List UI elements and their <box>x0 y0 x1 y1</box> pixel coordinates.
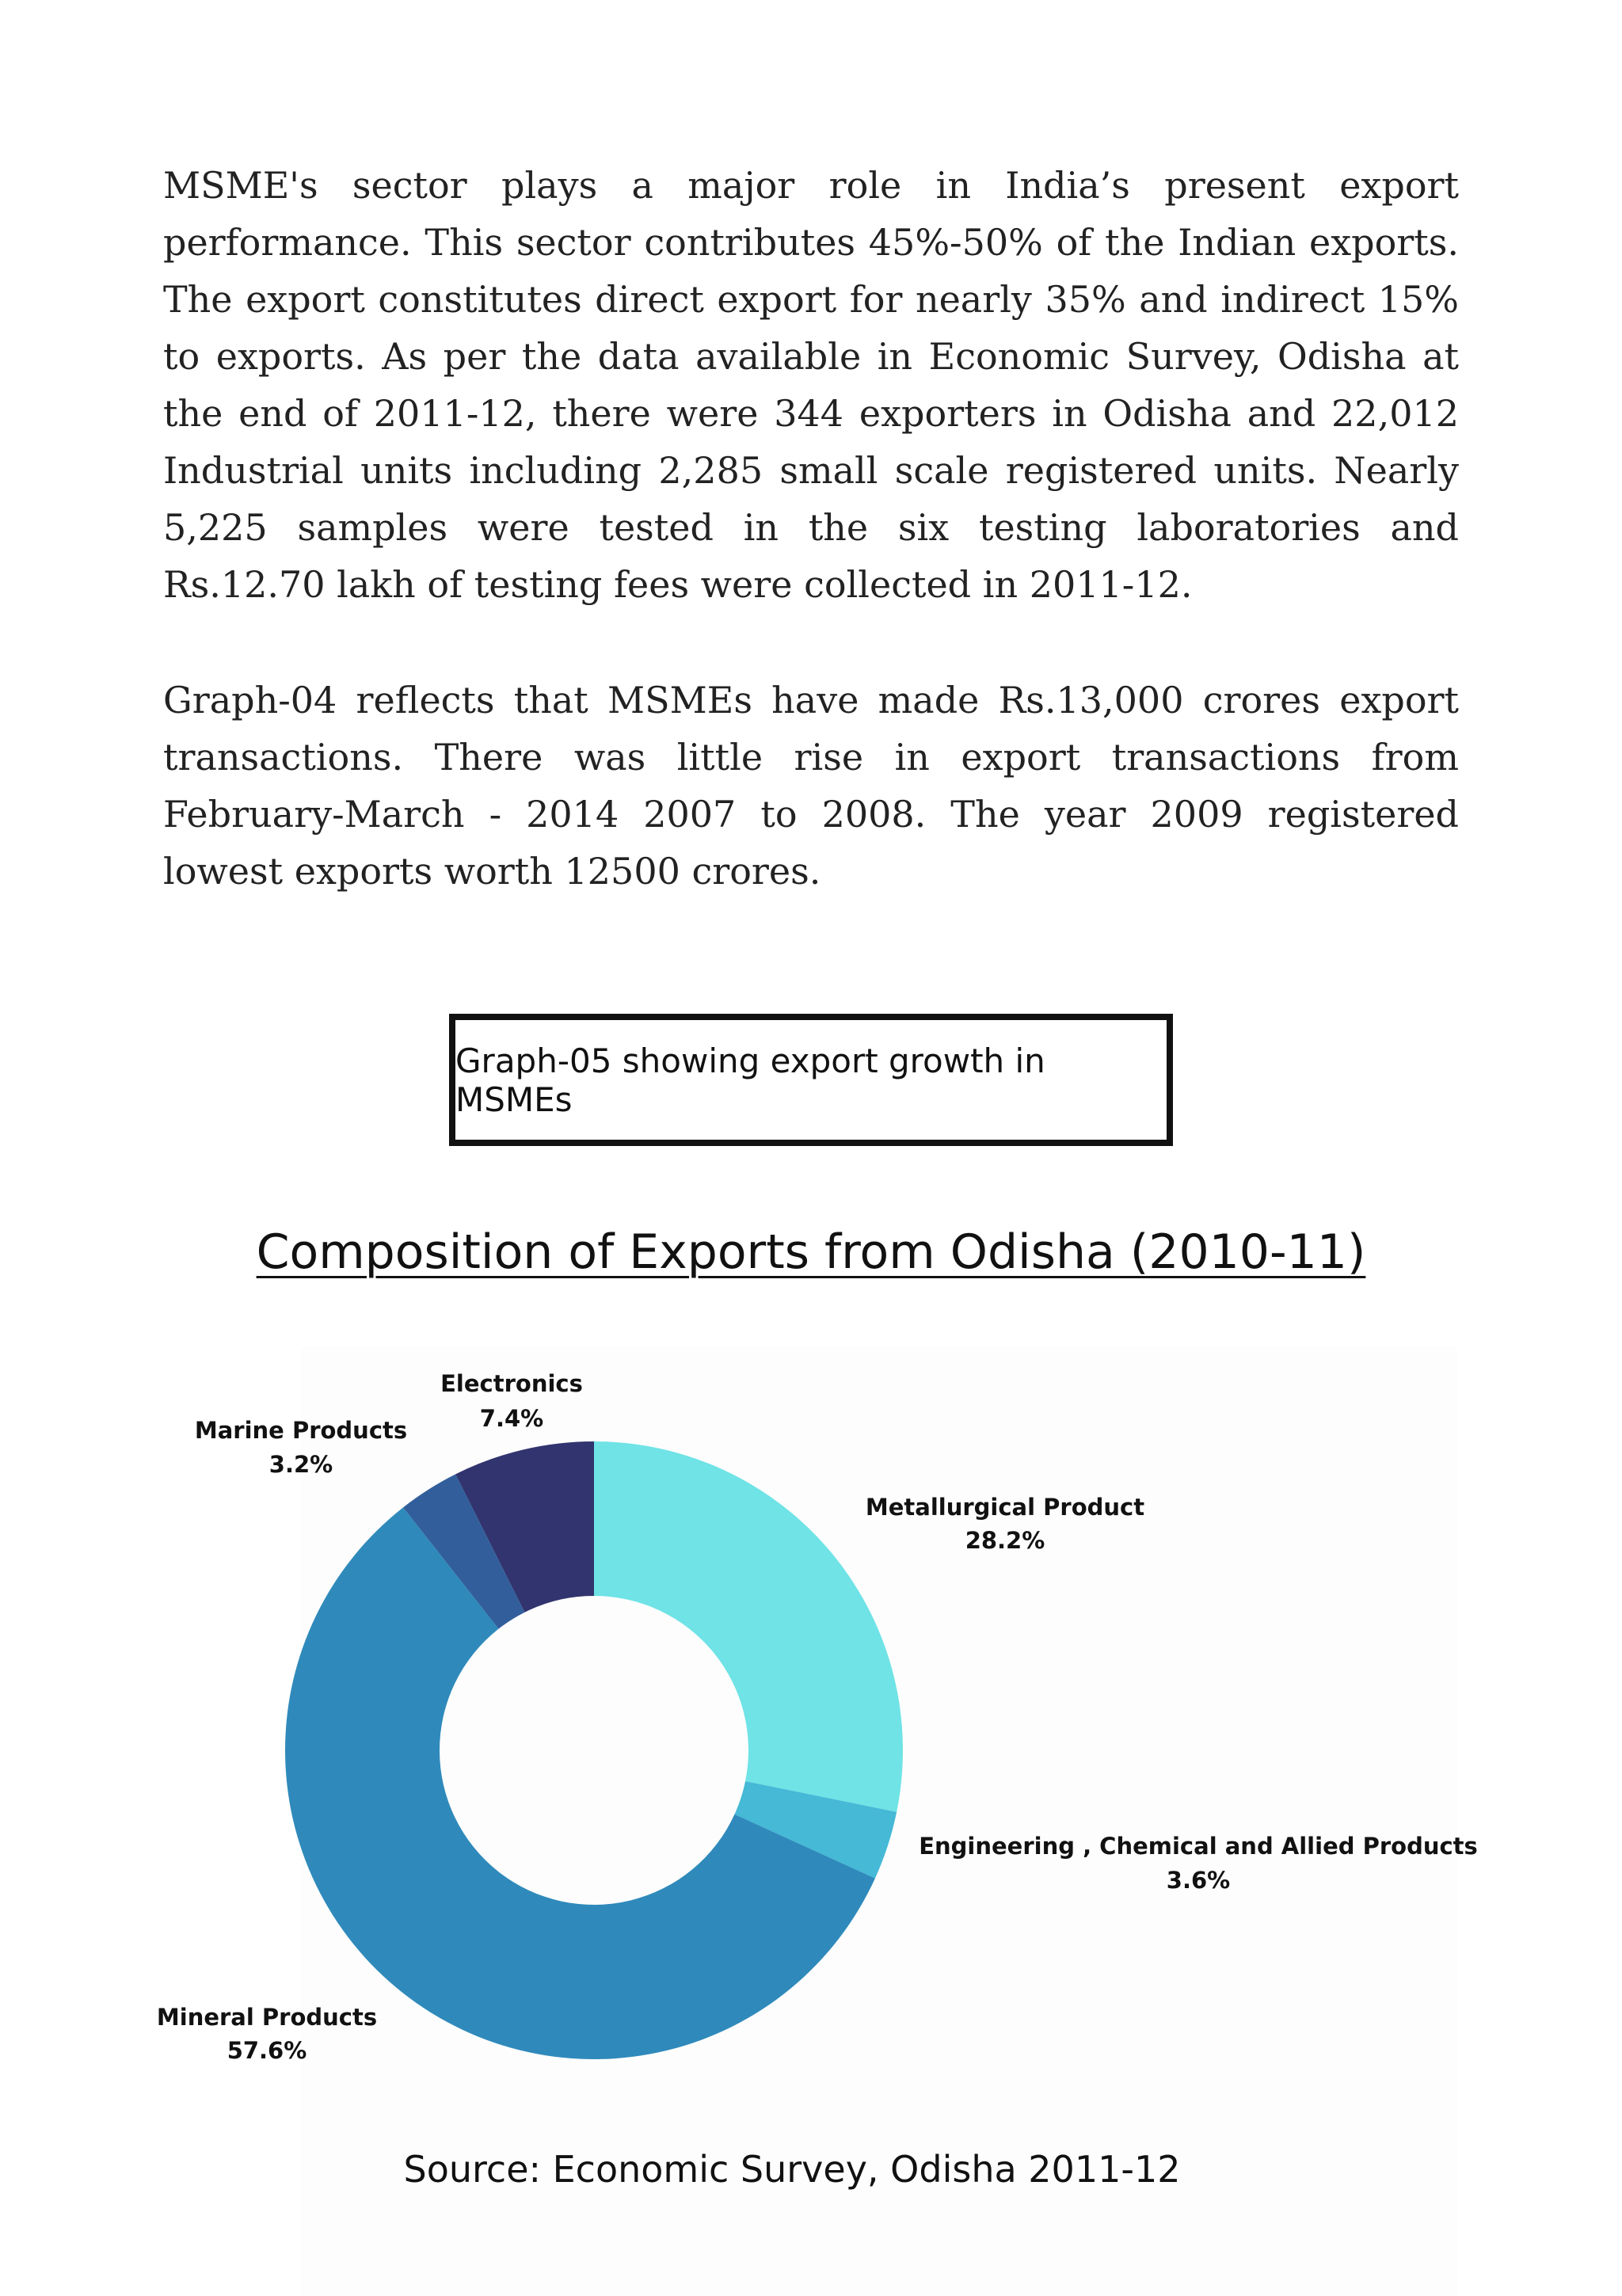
donut-slice-metallurgical-product <box>594 1441 903 1812</box>
body-paragraph-msme-sector: MSME's sector plays a major role in India’s present export performance. This sector contributes 45%-50% of the Indian exports. The export constitutes direct export for nearly 35% and indirect 15% to exports. As per the data available in Economic Survey, Odisha at the end of 2011-12, there were 344 exporters in Odisha and 22,012 Industrial units including 2,285 small scale registered units. Nearly 5,225 samples were tested in the six testing laboratories and Rs.12.70 lakh of testing fees were collected in 2011-12. <box>163 164 1459 606</box>
slice-label-name-mineral: Mineral Products <box>156 2004 378 2031</box>
source-note: Source: Economic Survey, Odisha 2011-12 <box>403 2148 1181 2191</box>
slice-label-name-electronics: Electronics <box>440 1370 583 1397</box>
slice-label-value-electronics: 7.4% <box>479 1405 544 1432</box>
donut-slices <box>285 1441 903 2059</box>
slice-label-name-engineering: Engineering , Chemical and Allied Products <box>919 1833 1478 1860</box>
graph-caption: Graph-05 showing export growth in MSMEs <box>455 1041 1045 1119</box>
slice-label-name-marine: Marine Products <box>194 1417 408 1444</box>
body-paragraph-graph-04: Graph-04 reflects that MSMEs have made Rs.13,000 crores export transactions. There was little rise in export transactions from February-March - 2014 2007 to 2008. The year 2009 registered lowest exports worth 12500 crores. <box>163 679 1459 893</box>
slice-label-value-marine: 3.2% <box>268 1451 333 1478</box>
chart-title: Composition of Exports from Odisha (2010-11) <box>256 1224 1366 1280</box>
slice-label-value-metallurgical: 28.2% <box>965 1527 1045 1554</box>
slice-label-value-engineering: 3.6% <box>1166 1867 1231 1894</box>
slice-label-value-mineral: 57.6% <box>227 2037 307 2064</box>
slice-label-name-metallurgical: Metallurgical Product <box>865 1494 1145 1521</box>
